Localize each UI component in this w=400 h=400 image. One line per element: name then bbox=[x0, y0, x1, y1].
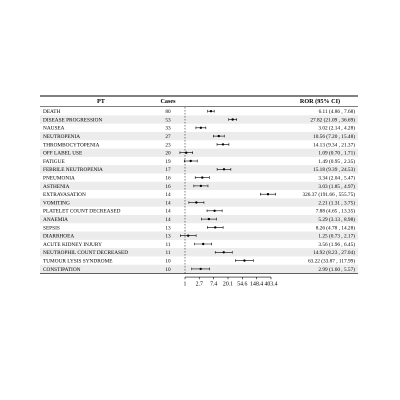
row-ror-text: 3.03 (1.85 , 4.97) bbox=[318, 183, 355, 190]
row-pt-label: NEUTROPHIL COUNT DECREASED bbox=[43, 250, 129, 257]
row-ror-text: 6.11 (4.86 , 7.68) bbox=[318, 109, 355, 116]
row-ror-text: 1.09 (0.70 , 1.71) bbox=[318, 150, 355, 157]
row-cases: 14 bbox=[165, 208, 171, 215]
row-cases: 10 bbox=[165, 266, 171, 273]
header-cases: Cases bbox=[160, 98, 176, 105]
ror-point bbox=[202, 243, 204, 245]
row-cases: 19 bbox=[165, 158, 171, 165]
table-row bbox=[43, 175, 355, 182]
row-cases: 10 bbox=[165, 258, 171, 265]
row-pt-label: ANAEMIA bbox=[43, 217, 69, 223]
x-tick-label: 2.7 bbox=[195, 281, 203, 288]
row-cases: 27 bbox=[165, 134, 171, 140]
row-pt-label: DIARRHOEA bbox=[43, 233, 75, 240]
row-ror-text: 326.37 (191.66 , 555.75) bbox=[302, 192, 355, 199]
row-ror-text: 3.02 (2.14 , 4.28) bbox=[318, 125, 355, 132]
table-row bbox=[43, 258, 355, 265]
row-pt-label: NEUTROPENIA bbox=[43, 134, 81, 140]
table-row bbox=[43, 191, 355, 198]
row-pt-label: FATIGUE bbox=[43, 158, 65, 165]
table-row bbox=[43, 158, 355, 165]
x-axis bbox=[184, 277, 278, 288]
row-ror-text: 2.99 (1.60 , 5.57) bbox=[318, 266, 355, 273]
ror-point bbox=[208, 218, 210, 220]
row-ror-text: 7.88 (4.65 , 13.35) bbox=[315, 208, 355, 215]
ror-point bbox=[195, 201, 197, 203]
ror-point bbox=[200, 127, 202, 129]
row-pt-label: EXTRAVASATION bbox=[43, 192, 86, 199]
ror-point bbox=[218, 135, 220, 137]
ror-point bbox=[267, 193, 269, 195]
ror-point bbox=[187, 235, 189, 237]
row-cases: 13 bbox=[165, 225, 171, 232]
x-tick-label: 1 bbox=[183, 281, 187, 288]
row-pt-label: SEPSIS bbox=[43, 225, 60, 232]
row-ror-text: 3.34 (2.04 , 5.47) bbox=[318, 175, 355, 182]
row-pt-label: CONSTIPATION bbox=[43, 266, 81, 273]
row-stripe bbox=[40, 232, 358, 240]
row-stripe bbox=[40, 132, 358, 140]
row-cases: 23 bbox=[165, 142, 171, 149]
row-ror-text: 10.56 (7.20 , 15.48) bbox=[313, 134, 355, 140]
row-pt-label: THROMBOCYTOPENIA bbox=[43, 142, 100, 149]
row-cases: 11 bbox=[165, 241, 171, 248]
row-pt-label: DISEASE PROGRESSION bbox=[43, 117, 103, 124]
x-tick-label: 7.4 bbox=[210, 281, 218, 288]
row-pt-label: PLATELET COUNT DECREASED bbox=[43, 208, 121, 215]
row-cases: 17 bbox=[165, 167, 171, 174]
ror-point bbox=[190, 160, 192, 162]
row-cases: 11 bbox=[165, 250, 171, 257]
row-ror-text: 2.21 (1.31 , 3.75) bbox=[318, 200, 355, 207]
ror-point bbox=[213, 210, 215, 212]
table-row bbox=[43, 241, 355, 248]
row-pt-label: FEBRILE NEUTROPENIA bbox=[43, 167, 103, 174]
ror-point bbox=[243, 259, 245, 261]
row-cases: 13 bbox=[165, 233, 171, 240]
row-stripe bbox=[40, 149, 358, 157]
row-cases: 14 bbox=[165, 200, 171, 207]
header-pt: PT bbox=[97, 98, 105, 105]
row-ror-text: 27.82 (21.09 , 36.69) bbox=[310, 117, 355, 124]
ror-point bbox=[199, 268, 201, 270]
row-cases: 14 bbox=[165, 192, 171, 199]
row-pt-label: PNEUMONIA bbox=[43, 175, 75, 182]
ror-point bbox=[231, 118, 233, 120]
ror-point bbox=[210, 110, 212, 112]
ror-point bbox=[185, 152, 187, 154]
row-ror-text: 8.26 (4.78 , 14.28) bbox=[315, 225, 355, 232]
row-pt-label: ACUTE KIDNEY INJURY bbox=[43, 241, 102, 248]
row-cases: 53 bbox=[165, 117, 171, 124]
row-cases: 33 bbox=[165, 125, 171, 132]
x-tick-label: 20.1 bbox=[222, 281, 234, 288]
ror-point bbox=[223, 168, 225, 170]
row-cases: 16 bbox=[165, 183, 171, 190]
row-ror-text: 3.56 (1.96 , 6.45) bbox=[318, 241, 355, 248]
row-pt-label: ASTHENIA bbox=[43, 183, 70, 190]
ror-point bbox=[214, 226, 216, 228]
row-pt-label: OFF LABEL USE bbox=[43, 150, 83, 157]
ror-point bbox=[201, 176, 203, 178]
row-cases: 16 bbox=[165, 175, 171, 182]
row-pt-label: TUMOUR LYSIS SYNDROME bbox=[43, 258, 113, 265]
table-row bbox=[43, 141, 355, 148]
row-cases: 14 bbox=[165, 217, 171, 223]
row-ror-text: 63.22 (33.87 , 117.99) bbox=[307, 258, 355, 265]
table-row bbox=[43, 125, 355, 132]
row-pt-label: NAUSEA bbox=[43, 125, 65, 132]
table-row bbox=[43, 108, 355, 115]
x-tick-label: 403.4 bbox=[264, 281, 278, 288]
header-ror: ROR (95% CI) bbox=[299, 98, 341, 105]
x-tick-label: 148.4 bbox=[250, 281, 264, 288]
row-ror-text: 1.49 (0.95 , 2.35) bbox=[318, 158, 355, 165]
ror-point bbox=[223, 251, 225, 253]
ror-point bbox=[222, 143, 224, 145]
row-pt-label: DEATH bbox=[43, 109, 61, 116]
row-ror-text: 1.25 (0.73 , 2.17) bbox=[318, 233, 355, 240]
row-ror-text: 5.29 (3.13 , 8.98) bbox=[318, 217, 355, 223]
row-cases: 20 bbox=[165, 150, 171, 157]
row-pt-label: VOMITING bbox=[43, 200, 70, 207]
x-tick-label: 54.6 bbox=[237, 281, 248, 288]
row-ror-text: 14.13 (9.34 , 21.37) bbox=[313, 142, 355, 149]
table-row bbox=[43, 208, 355, 215]
row-ror-text: 15.18 (9.39 , 24.53) bbox=[313, 167, 355, 174]
row-ror-text: 14.92 (8.23 , 27.04) bbox=[313, 250, 355, 257]
ror-point bbox=[200, 185, 202, 187]
row-cases: 80 bbox=[165, 109, 171, 116]
table-row bbox=[43, 224, 355, 231]
row-stripe bbox=[40, 215, 358, 223]
